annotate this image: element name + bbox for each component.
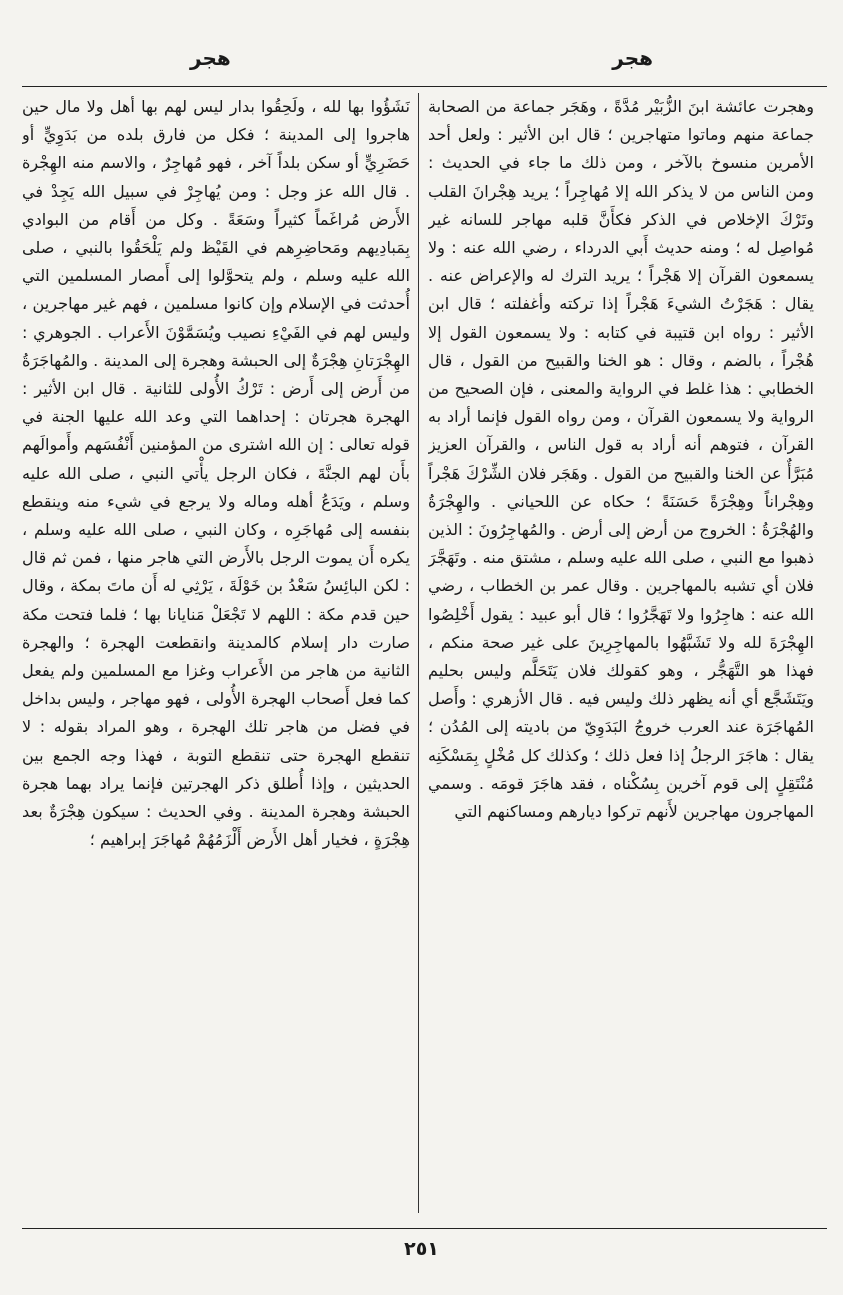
right-column-text: وهجرت عائشة ابنَ الزُّبَيْر مُدَّةً ، وهَجَر جماعة من الصحابة جماعة منهم وماتوا متهاجرين ؛ قال ابن الأثير : ولعل أحد الأمرين منسوخ بالآخر ، ومن ذلك ما جاء في الحديث : ومن الناس من لا يذكر الله إلا مُهاجِراً ؛ يريد هِجْرانَ القلب وتَرْكَ الإخلاص في الذكر فكأَنَّ قلبه مهاجر للسانه غير مُواصِل له ؛ ومنه حديث أَبي الدرداء ، رضي الله عنه : ولا يسمعون القرآن إلا هَجْراً ؛ يريد الترك له والإعراض عنه . يقال : هَجَرْتُ الشيءَ هَجْراً إذا تركته وأغفلته ؛ قال ابن الأثير : رواه ابن قتيبة في كتابه : ولا يسمعون القول إلا هُجْراً ، بالضم ، وقال : هو الخنا والقبيح من القول ، قال الخطابي : هذا غلط في الرواية والمعنى ، فإن الصحيح من الرواية ولا يسمعون القرآن ، ومن رواه القول فإنما أراد به القرآن ، فتوهم أنه أراد به قول الناس ، والقرآن العزيز مُبَرَّأٌ عن الخنا والقبيح من القول . وهَجَر فلان الشِّرْكَ هَجْراً وهِجْراناً وهِجْرَةً حَسَنَةً ؛ حكاه عن اللحياني . والهِجْرَةُ والهُجْرَةُ : الخروج من أرض إلى أرض . والمُهاجِرُونَ : الذين ذهبوا مع النبي ، صلى الله عليه وسلم ، مشتق منه . وتَهَجَّرَ فلان أي تشبه بالمهاجرين . وقال عمر بن الخطاب ، رضي الله عنه : هاجِرُوا ولا تَهَجَّرُوا ؛ قال أبو عبيد : يقول أَخْلِصُوا الهِجْرَةَ لله ولا تَشَبَّهُوا بالمهاجِرِينَ على غير صحة منكم ، فهذا هو التَّهَجُّر ، وهو كقولك فلان يَتَحَلَّم وليس بحليم ويَتَشَجَّع أي أنه يظهر ذلك وليس فيه . قال الأزهري : وأَصل المُهاجَرَة عند العرب خروجُ البَدَوِيّ من باديته إلى المُدُن ؛ يقال : هاجَرَ الرجلُ إذا فعل ذلك ؛ وكذلك كل مُخْلٍ بِمَسْكَنِه مُنْتَقِلٍ إلى قوم آخرين بِسُكْناه ، فقد هاجَرَ قومَه . وسمي المهاجرون مهاجرين لأَنهم تركوا ديارهم ومساكنهم التي [428,97,814,822]
footer-rule [22,1228,827,1229]
header-rule [22,86,827,87]
header-word-right: هجر [612,46,653,70]
header-word-left: هجر [190,46,231,70]
page-number: ٢٥١ [404,1238,439,1260]
column-divider [418,93,419,1213]
left-column [22,93,410,1208]
right-column [428,93,814,1208]
page-header [0,46,843,86]
left-column-text: نَشَؤُوا بها لله ، ولَحِقُوا بدار ليس لهم بها أهل ولا مال حين هاجروا إلى المدينة ؛ فكل من فارق بلده من بَدَوِيٍّ أو حَضَرِيٍّ أو سكن بلداً آخر ، فهو مُهاجِرٌ ، والاسم منه الهِجْرة . قال الله عز وجل : ومن يُهاجِرْ في سبيل الله يَجِدْ في الأَرض مُراغَماً كثيراً وسَعَةً . وكل من أَقام من البوادي بِمَبادِيهم ومَحاضِرِهم في القَيْظ ولم يَلْحَقُوا بالنبي ، صلى الله عليه وسلم ، ولم يتحوَّلوا إلى أَمصار المسلمين التي أُحدثت في الإسلام وإن كانوا مسلمين ، فهم غير مهاجرين ، وليس لهم في الفَيْءِ نصيب ويُسَمَّوْنَ الأَعراب . الجوهري : الهِجْرَتانِ هِجْرَةٌ إلى الحبشة وهجرة إلى المدينة . والمُهاجَرَةُ من أَرض إلى أَرض : تَرْكُ الأُولى للثانية . قال ابن الأثير : الهجرة هجرتان : إحداهما التي وعد الله عليها الجنة في قوله تعالى : إن الله اشترى من المؤمنين أَنْفُسَهم وأَموالَهم بأَن لهم الجنَّةَ ، فكان الرجل يأْتي النبي ، صلى الله عليه وسلم ، ويَدَعُ أهله وماله ولا يرجع في شيء منه وينقطع بنفسه إلى مُهاجَرِه ، وكان النبي ، صلى الله عليه وسلم ، يكره أَن يموت الرجل بالأَرض التي هاجر منها ، فمن ثم قال : لكن البائِسُ سَعْدُ بن خَوْلَةَ ، يَرْثِي له أَن ماتَ بمكة ، وقال حين قدم مكة : اللهم لا تَجْعَلْ مَنايانا بها ؛ فلما فتحت مكة صارت دار إسلام كالمدينة وانقطعت الهجرة ؛ والهجرة الثانية من هاجر من الأَعراب وغزا مع المسلمين ولم يفعل كما فعل أَصحاب الهجرة الأُولى ، فهو مهاجر ، وليس بداخل في فضل من هاجر تلك الهجرة ، وهو المراد بقوله : لا تنقطع الهجرة حتى تنقطع التوبة ، فهذا وجه الجمع بين الحديثين ، وإذا أُطلق ذكر الهجرتين فإنما يراد بهما هجرة الحبشة وهجرة المدينة . وفي الحديث : سيكون هِجْرَةٌ بعد هِجْرَةٍ ، فخيار أهل الأَرض أَلْزَمُهُمْ مُهاجَرَ إبراهيم ؛ [22,97,410,850]
